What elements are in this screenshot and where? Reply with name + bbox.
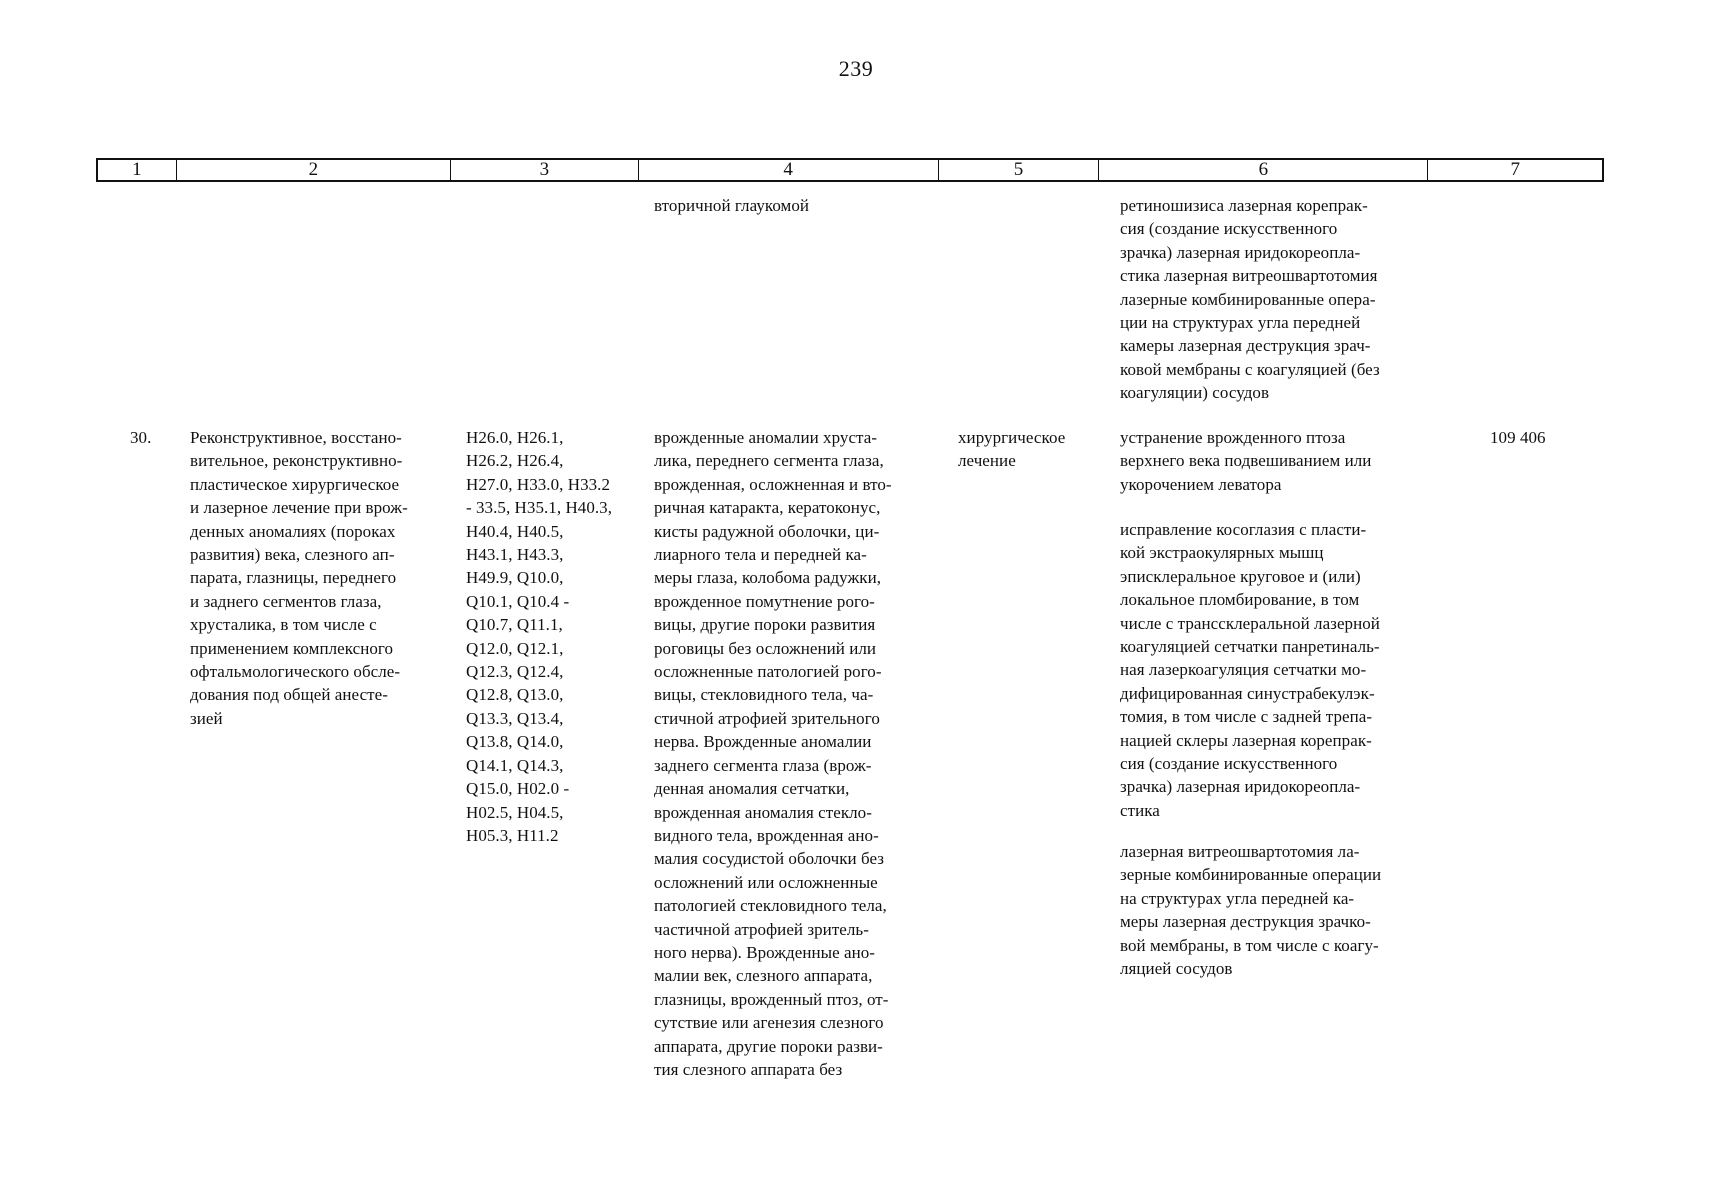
header-col-7: 7 xyxy=(1510,159,1520,180)
care-type-name: Реконструктивное, восстано- вительное, реконструктивно- пластическое хирургическое и лазерное лечение при врож- денных аномалиях (пороках развития) века, слезного ап- парата, глазницы, переднего и заднего сегментов глаза, хрусталика, в том числе с применением комплексного офтальмологического обсле- дования под общей анесте- зией xyxy=(190,428,408,728)
header-col-4: 4 xyxy=(639,160,939,180)
treatment-type: хирургическое лечение xyxy=(958,428,1066,471)
header-col-5: 5 xyxy=(939,160,1100,180)
table-header-row xyxy=(96,158,1604,182)
treatment-method-1: устранение врожденного птоза верхнего века подвешиванием или укорочением леватора xyxy=(1120,428,1372,494)
row-number: 30. xyxy=(130,428,152,447)
page-number: 239 xyxy=(838,56,874,81)
cost-value: 109 406 xyxy=(1490,428,1546,447)
treatment-method-2: исправление косоглазия с пласти- кой экстраокулярных мышц эписклеральное круговое и (или) локальное пломбирование, в том числе с транссклеральной лазерной коагуляцией сетчатки панретиналь- ная лазеркоагуляция сетчатки мо- дифицированная синустрабекулэк- томия, в том числе с задней трепа- нацией склеры лазерная корепрак- сия (создание искусственного зрачка) лазерная иридокореопла- стика xyxy=(1120,520,1380,820)
continuation-method: ретиношизиса лазерная корепрак- сия (создание искусственного зрачка) лазерная иридокореопла- стика лазерная витреошвартотомия лазерные комбинированные опера- ции на структурах угла передней камеры лазерная деструкция зрач- ковой мембраны с коагуляцией (без коагуляции) сосудов xyxy=(1120,196,1380,403)
treatment-method-3: лазерная витреошвартотомия ла- зерные комбинированные операции на структурах угла передней ка- меры лазерная деструкция зрачко- вой мембраны, в том числе с коагу- ляцией сосудов xyxy=(1120,842,1382,979)
continuation-diagnosis: вторичной глаукомой xyxy=(654,196,810,215)
header-col-1: 1 xyxy=(98,160,177,180)
header-col-3: 3 xyxy=(451,160,639,180)
icd-codes: H26.0, H26.1, H26.2, H26.4, H27.0, H33.0, H33.2 - 33.5, H35.1, H40.3, H40.4, H40.5, H43.1, H43.3, H49.9, Q10.0, Q10.1, Q10.4 - Q10.7, Q11.1, Q12.0, Q12.1, Q12.3, Q12.4, Q12.8, Q13.0, Q13.3, Q13.4, Q13.8, Q14.0, Q14.1, Q14.3, Q15.0, H02.0 - H02.5, H04.5, H05.3, H11.2 xyxy=(466,428,613,845)
header-col-2: 2 xyxy=(177,160,451,180)
diagnosis-description: врожденные аномалии хруста- лика, переднего сегмента глаза, врожденная, осложненная и вто- ричная катаракта, кератоконус, кисты радужной оболочки, ци- лиарного тела и передней ка- меры глаза, колобома радужки, врожденное помутнение рого- вицы, другие пороки развития роговицы без осложнений или осложненные патологией рого- вицы, стекловидного тела, ча- стичной атрофией зрительного нерва. Врожденные аномалии заднего сегмента глаза (врож- денная аномалия сетчатки, врожденная аномалия стекло- видного тела, врожденная ано- малия сосудистой оболочки без осложнений или осложненные патологией стекловидного тела, частичной атрофией зритель- ного нерва). Врожденные ано- малии век, слезного аппарата, глазницы, врожденный птоз, от- сутствие или агенезия слезного аппарата, другие пороки разви- тия слезного аппарата без xyxy=(654,428,892,1079)
header-col-6: 6 xyxy=(1099,160,1428,180)
